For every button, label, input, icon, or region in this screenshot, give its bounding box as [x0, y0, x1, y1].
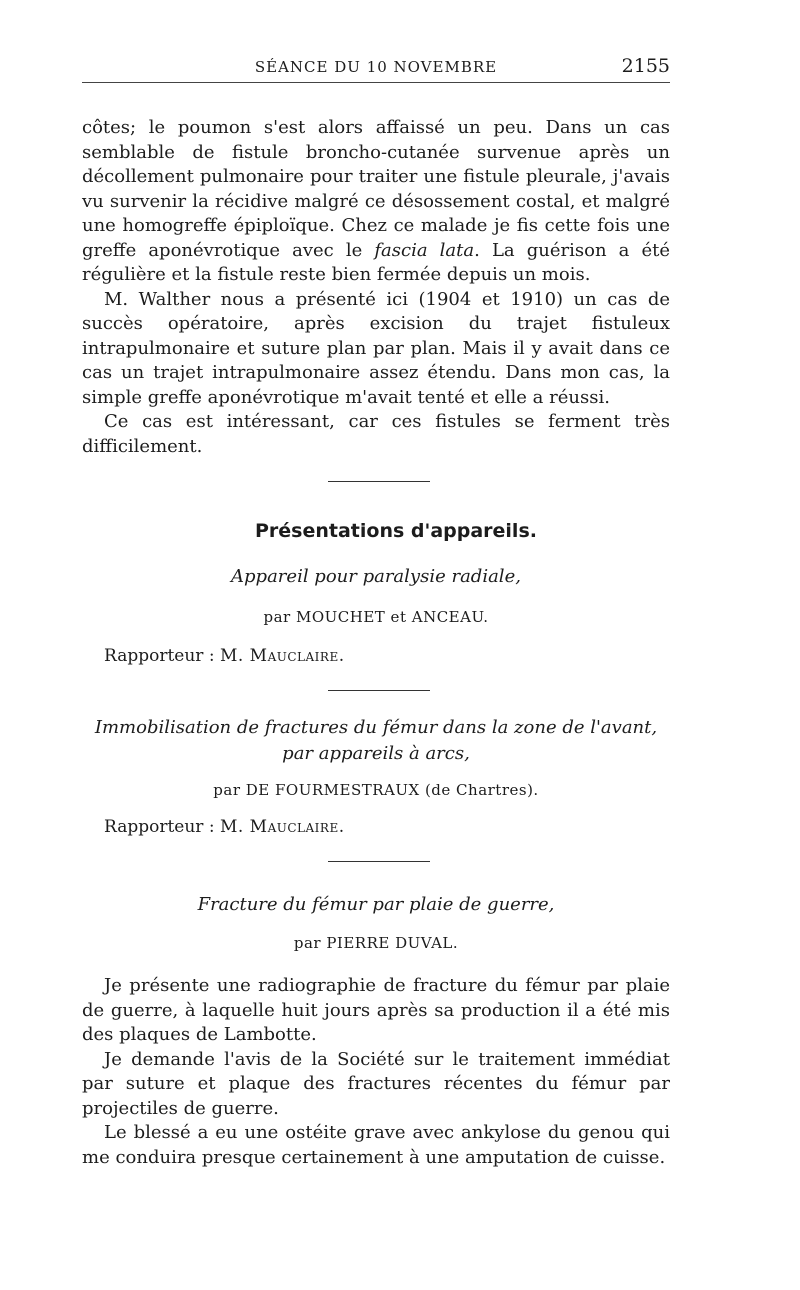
intro-paragraph-1-text: côtes; le poumon s'est alors affaissé un peu. Dans un cas semblable de fistule broncho-cutanée survenue après un décollement pulmonaire pour traiter une fistule pleurale, j'avais vu survenir la récidive malgré ce désossement costal, et malgré une homogreffe épiploïque. Chez ce malade je fis cette fois une greffe aponévrotique avec le [82, 117, 670, 261]
reporter-name: M. Mauclaire. [219, 646, 345, 666]
section-divider [328, 481, 430, 482]
item-divider [328, 690, 430, 691]
item-3-paragraph-3: Le blessé a eu une ostéite grave avec ankylose du genou qui me conduira presque certainement à une amputation de cuisse. [82, 1122, 670, 1168]
running-title: SÉANCE DU 10 NOVEMBRE [254, 58, 498, 76]
item-3-byline: par PIERRE DUVAL. [293, 934, 459, 952]
item-1-reporter [104, 646, 670, 666]
intro-paragraph-3: Ce cas est intéressant, car ces fistules se ferment très difficilement. [82, 411, 670, 457]
item-2-byline: par DE FOURMESTRAUX (de Chartres). [213, 781, 539, 799]
fascia-lata-term: fascia lata [374, 239, 475, 261]
item-2-title-line-2: par appareils à arcs, [282, 743, 470, 764]
item-1-byline: par MOUCHET et ANCEAU. [263, 608, 489, 626]
section-title: Présentations d'appareils. [255, 520, 537, 542]
page-body [82, 116, 670, 1170]
intro-paragraph-1-end: . La guérison a été régulière et la fistule reste bien fermée depuis un mois. [82, 239, 671, 285]
page-number: 2155 [621, 55, 670, 77]
item-divider [328, 861, 430, 862]
running-head [82, 55, 670, 83]
item-3-paragraph-1: Je présente une radiographie de fracture du fémur par plaie de guerre, à laquelle huit jours après sa production il a été mis des plaques de Lambotte. [82, 975, 670, 1045]
reporter-label: Rapporteur : [104, 646, 215, 666]
item-3-paragraph-2: Je demande l'avis de la Société sur le traitement immédiat par suture et plaque des fractures récentes du fémur par projectiles de guerre. [82, 1048, 670, 1119]
item-1-title: Appareil pour paralysie radiale, [231, 566, 521, 587]
item-2-title-line-1: Immobilisation de fractures du fémur dans la zone de l'avant, [94, 717, 658, 738]
intro-paragraph-2: M. Walther nous a présenté ici (1904 et 1910) un cas de succès opératoire, après excision du trajet fistuleux intrapulmonaire et suture plan par plan. Mais il y avait dans ce cas un trajet intrapulmonaire assez étendu. Dans mon cas, la simple greffe aponévrotique m'avait tenté et elle a réussi. [82, 288, 670, 408]
item-2-reporter [104, 817, 670, 837]
reporter-name: M. Mauclaire. [219, 817, 345, 837]
item-3-title: Fracture du fémur par plaie de guerre, [197, 894, 555, 915]
reporter-label: Rapporteur : [104, 817, 215, 837]
intro-paragraph-1 [82, 116, 670, 288]
